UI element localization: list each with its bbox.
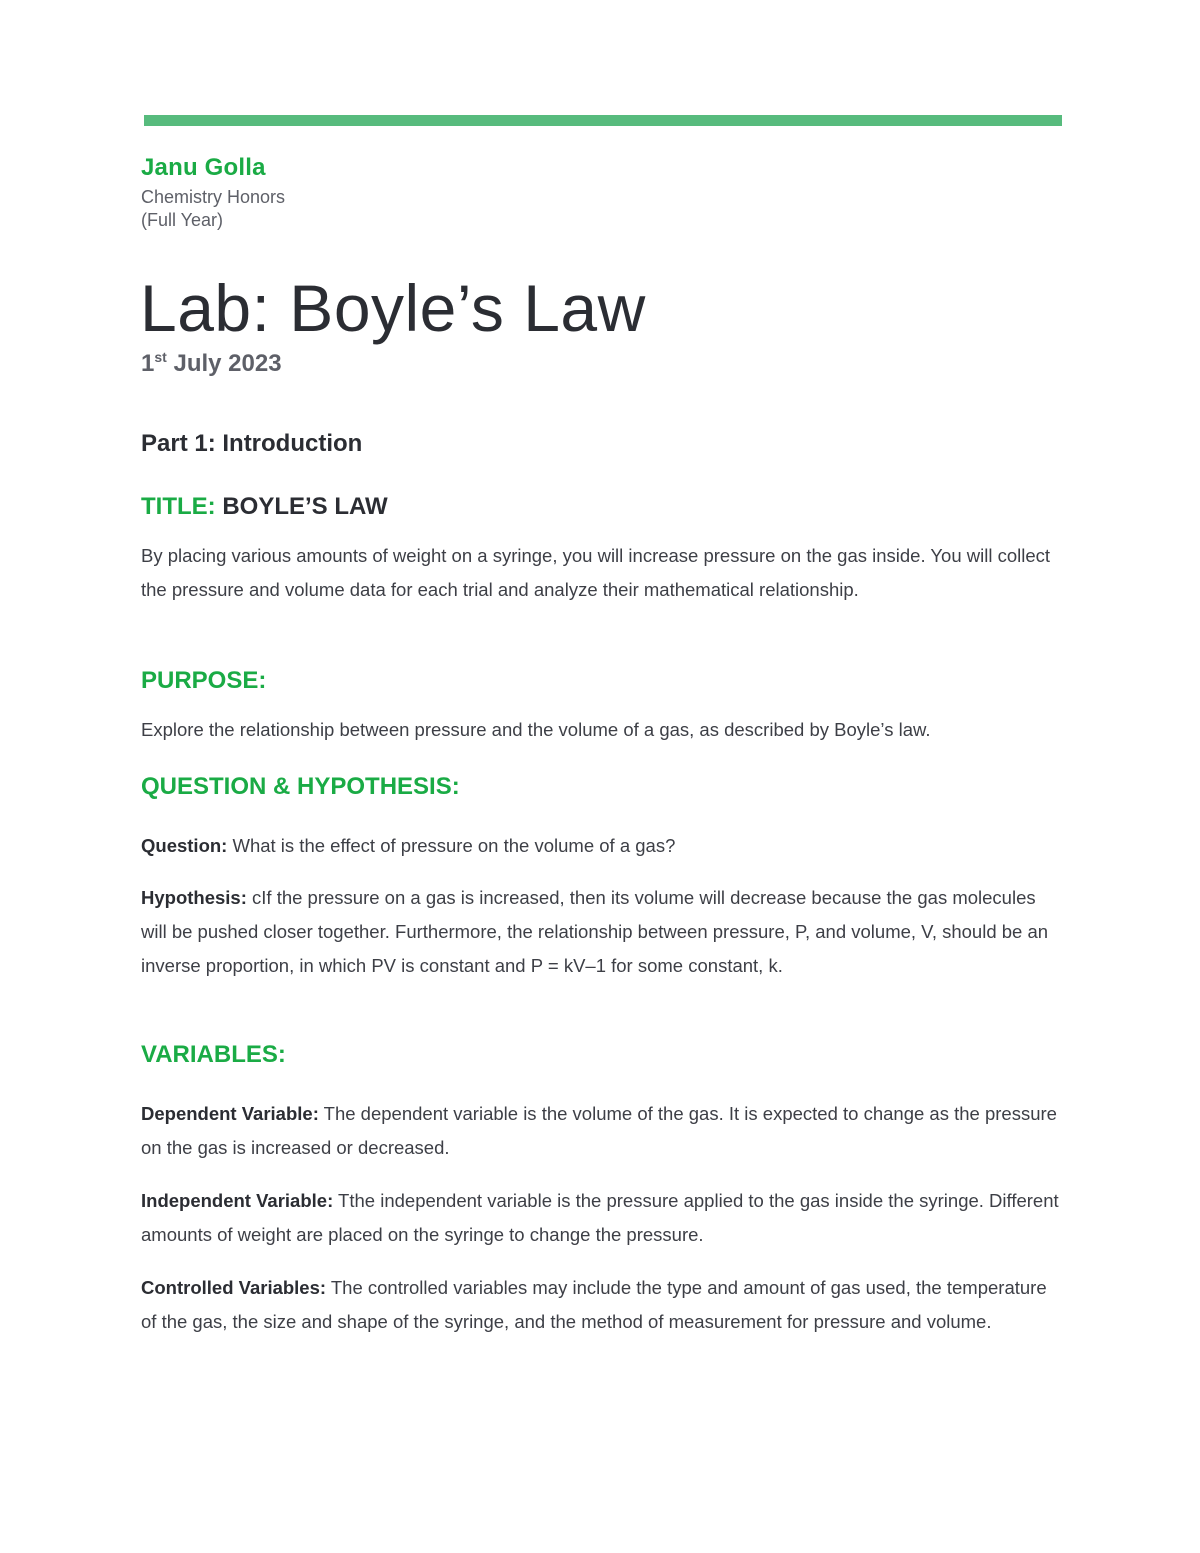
purpose-text: Explore the relationship between pressure and the volume of a gas, as described by Boyle’s law. [141,719,931,740]
course-info [141,186,285,232]
independent-label: Independent Variable: [141,1190,334,1211]
controlled-label: Controlled Variables: [141,1277,327,1298]
purpose-heading: PURPOSE: [141,667,267,694]
variables-heading: VARIABLES: [141,1041,286,1068]
part1-heading: Part 1: Introduction [141,430,363,457]
date-rest: July 2023 [166,350,282,377]
question-text: What is the effect of pressure on the volume of a gas? [227,835,676,856]
title-description: By placing various amounts of weight on a syringe, you will increase pressure on the gas inside. You will collect the pressure and volume data for each trial and analyze their mathematical relationship. [141,545,1051,600]
dependent-label: Dependent Variable: [141,1103,319,1124]
date-suffix: st [154,349,167,365]
course-term: (Full Year) [141,210,224,230]
author-name: Janu Golla [141,154,266,181]
page-title: Lab: Boyle’s Law [140,271,646,345]
title-value: BOYLE’S LAW [215,493,388,520]
hypothesis-paragraph [141,881,1066,983]
question-paragraph [141,829,1066,863]
controlled-text: The controlled variables may include the type and amount of gas used, the temperature of the gas, the size and shape of the syringe, and the method of measurement for pressure and volume. [141,1277,1047,1332]
title-label: TITLE: [141,493,216,520]
controlled-variables-paragraph [141,1271,1066,1339]
dependent-text: The dependent variable is the volume of the gas. It is expected to change as the pressure on the gas is increased or decreased. [141,1103,1057,1158]
date-day: 1 [141,350,155,377]
course-name: Chemistry Honors [141,187,286,207]
independent-text: Tthe independent variable is the pressure applied to the gas inside the syringe. Different amounts of weight are placed on the syringe to change the pressure. [141,1190,1059,1245]
independent-variable-paragraph [141,1184,1066,1252]
question-label: Question: [141,835,228,856]
top-accent-rule [144,115,1062,126]
lab-date [141,350,282,378]
question-hypothesis-heading: QUESTION & HYPOTHESIS: [141,773,460,800]
hypothesis-label: Hypothesis: [141,887,247,908]
title-section-heading [141,493,388,521]
hypothesis-text: cIf the pressure on a gas is increased, then its volume will decrease because the gas molecules will be pushed closer together. Furthermore, the relationship between pressure, P, and volume, V, should be an inverse proportion, in which PV is constant and P = kV–1 for some constant, k. [141,887,1049,976]
dependent-variable-paragraph [141,1097,1066,1165]
